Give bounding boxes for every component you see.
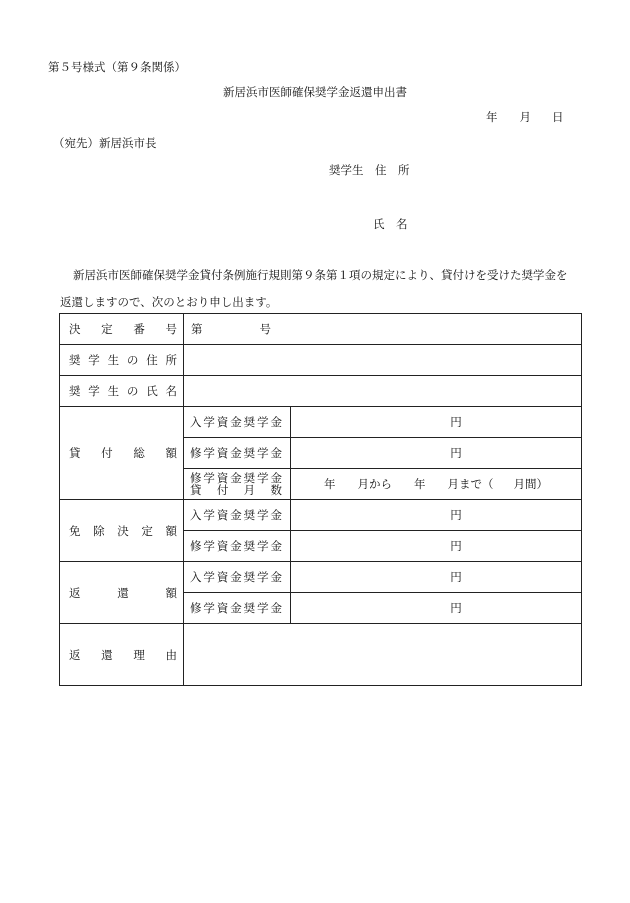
loan-months-label (184, 469, 291, 500)
repayment-label: 返還額 (60, 562, 184, 624)
months-month-to: 月まで（ (447, 477, 494, 491)
exemption-study-label: 修学資金奨学金 (184, 531, 291, 562)
student-address-field[interactable] (184, 345, 582, 376)
repayment-entrance-amount-field[interactable] (291, 562, 582, 593)
decision-number-go: 号 (259, 322, 271, 336)
table-row-reason (60, 624, 582, 686)
loan-entrance-amount-field[interactable] (291, 407, 582, 438)
table-row-exemption-entrance (60, 500, 582, 531)
table-row-loan-entrance (60, 407, 582, 438)
reason-field[interactable] (184, 624, 582, 686)
repayment-study-amount-field[interactable] (291, 593, 582, 624)
table-row-repayment-entrance (60, 562, 582, 593)
repayment-form-table (59, 313, 582, 686)
exemption-study-amount-field[interactable] (291, 531, 582, 562)
date-month: 月 (519, 110, 531, 124)
student-name-field[interactable] (184, 376, 582, 407)
exemption-label: 免除決定額 (60, 500, 184, 562)
loan-study-unit: 円 (450, 446, 462, 460)
applicant-name-label: 氏 名 (373, 217, 408, 231)
loan-months-label-line2: 貸付月数 (190, 483, 282, 497)
body-text-line-2: 返還しますので、次のとおり申し出ます。 (60, 295, 278, 309)
months-year-from: 年 (324, 477, 336, 491)
decision-number-label: 決定番号 (60, 314, 184, 345)
loan-entrance-label: 入学資金奨学金 (184, 407, 291, 438)
exemption-entrance-label: 入学資金奨学金 (184, 500, 291, 531)
decision-number-dai: 第 (191, 322, 203, 336)
body-text-line-1: 新居浜市医師確保奨学金貸付条例施行規則第９条第１項の規定により、貸付けを受けた奨学金を (73, 268, 568, 282)
exemption-study-unit: 円 (450, 539, 462, 553)
date-line (486, 112, 564, 124)
loan-study-amount-field[interactable] (291, 438, 582, 469)
repayment-study-unit: 円 (450, 601, 462, 615)
form-number: 第５号様式（第９条関係） (48, 60, 186, 74)
loan-entrance-unit: 円 (450, 415, 462, 429)
months-count: 月間） (513, 477, 548, 491)
repayment-study-label: 修学資金奨学金 (184, 593, 291, 624)
date-day: 日 (552, 110, 564, 124)
exemption-entrance-unit: 円 (450, 508, 462, 522)
repayment-entrance-label: 入学資金奨学金 (184, 562, 291, 593)
decision-number-field[interactable] (184, 314, 582, 345)
table-row-student-name (60, 376, 582, 407)
table-row-decision-number (60, 314, 582, 345)
loan-study-label: 修学資金奨学金 (184, 438, 291, 469)
student-address-label: 奨学生の住所 (60, 345, 184, 376)
reason-label: 返還理由 (60, 624, 184, 686)
loan-months-field[interactable] (291, 469, 582, 500)
applicant-address-label: 奨学生 住 所 (329, 163, 410, 177)
months-year-to: 年 (414, 477, 426, 491)
document-title: 新居浜市医師確保奨学金返還申出書 (223, 85, 407, 99)
addressee: （宛先）新居浜市長 (53, 136, 157, 150)
loan-months-label-line1: 修学資金奨学金 (190, 470, 282, 485)
student-name-label: 奨学生の氏名 (60, 376, 184, 407)
months-month-from: 月から (357, 477, 392, 491)
date-year: 年 (486, 110, 498, 124)
loan-total-label: 貸付総額 (60, 407, 184, 500)
exemption-entrance-amount-field[interactable] (291, 500, 582, 531)
table-row-student-address (60, 345, 582, 376)
repayment-entrance-unit: 円 (450, 570, 462, 584)
